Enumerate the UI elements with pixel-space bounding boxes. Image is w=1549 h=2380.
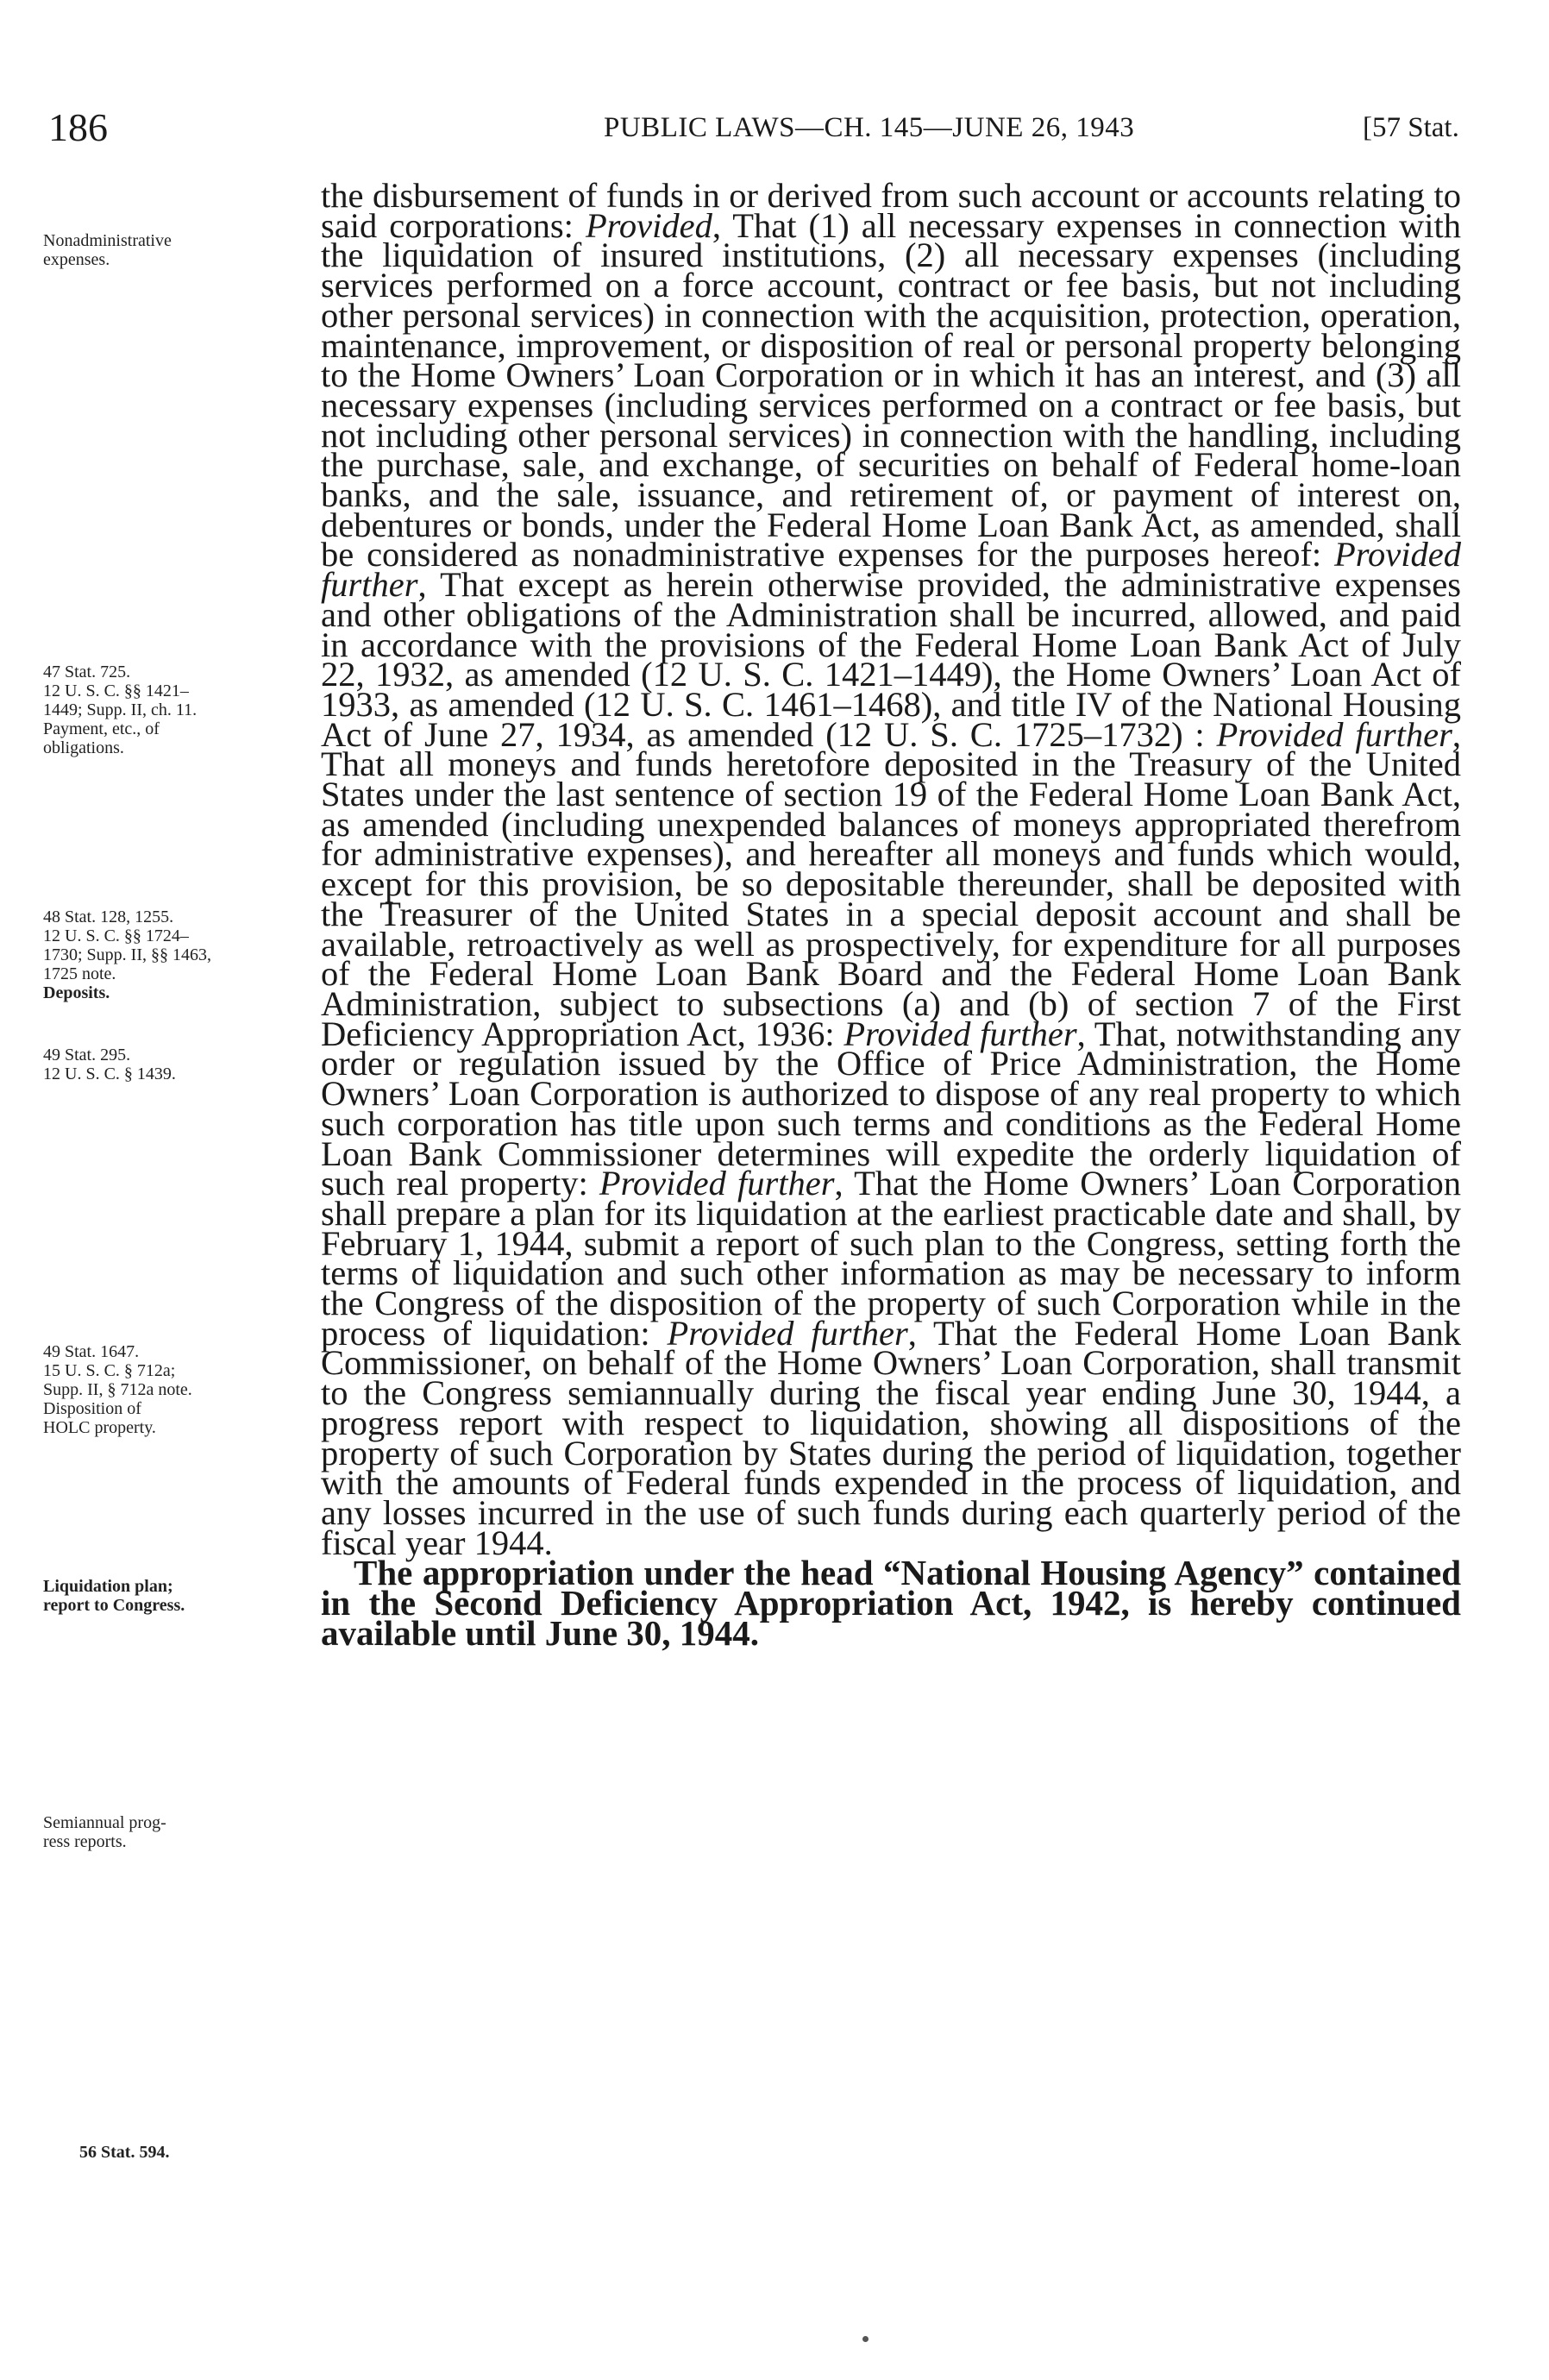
- margin-note-line: 49 Stat. 1647.: [43, 1342, 140, 1361]
- margin-note-line: expenses.: [43, 250, 110, 269]
- running-head: PUBLIC LAWS—CH. 145—JUNE 26, 1943: [604, 112, 1135, 143]
- text-run: , That the Federal Home Loan Bank Commissioner, on behalf of the Home Owners’ Loan Corporation, shall transmit to the Congress semiannually during the fiscal year ending June 30, 1944, a progress report with respect to liquidation, showing all dispositions of the property of such Corporation by States during the period of liquidation, together with the amounts of Federal funds expended in the process of liquidation, and any losses incurred in the use of such funds during each quarterly period of the fiscal year 1944.: [321, 1313, 1462, 1562]
- proviso-italic: Provided further: [843, 1014, 1077, 1053]
- statute-reference: [57 Stat.: [1363, 112, 1459, 143]
- text-run: the disbursement of funds in or derived from such account or accounts relating to said corporations:: [321, 176, 1461, 245]
- margin-note-line: 12 U. S. C. §§ 1421–: [43, 681, 189, 700]
- text-run: , That all moneys and funds heretofore deposited in the Treasury of the United States under the last sentence of section 19 of the Federal Home Loan Bank Act, as amended (including unexpended balances of moneys appropriated therefrom for administrative expenses), and hereafter all moneys and funds which would, except for this provision, be so depositable thereunder, shall be deposited with the Treasurer of the United States in a special deposit account and shall be available, retroactively as well as prospectively, for expenditure for all purposes of the Federal Home Loan Bank Board and the Federal Home Loan Bank Administration, subject to subsections (a) and (b) of section 7 of the First Deficiency Appropriation Act, 1936:: [321, 714, 1461, 1053]
- margin-note-line: 15 U. S. C. § 712a;: [43, 1361, 176, 1380]
- margin-note-deposits: [43, 907, 293, 1002]
- margin-note-line: report to Congress.: [43, 1596, 185, 1615]
- margin-note-line: 56 Stat. 594.: [79, 2143, 170, 2162]
- statute-body: [321, 176, 1462, 1653]
- margin-note-line: Semiannual prog-: [43, 1813, 166, 1832]
- margin-note-line: Nonadministrative: [43, 231, 172, 250]
- margin-note-line: Disposition of: [43, 1399, 141, 1418]
- margin-note-line: 47 Stat. 725.: [43, 663, 131, 681]
- margin-note-line: Payment, etc., of: [43, 719, 160, 738]
- margin-note-line: obligations.: [43, 738, 124, 757]
- margin-note-section-1439: [43, 1046, 293, 1083]
- margin-note-line: 12 U. S. C. § 1439.: [43, 1064, 176, 1083]
- margin-note-line: 1730; Supp. II, §§ 1463,: [43, 945, 211, 964]
- body-paragraph-provisos: [321, 176, 1462, 1562]
- margin-note-line: HOLC property.: [43, 1418, 156, 1437]
- margin-note-line: Liquidation plan;: [43, 1577, 173, 1596]
- margin-note-line: 49 Stat. 295.: [43, 1046, 131, 1064]
- margin-note-progress-reports: [43, 1813, 293, 1851]
- page-header: [0, 102, 1549, 154]
- margin-note-nonadministrative-expenses: [43, 231, 293, 269]
- body-paragraph-appropriation: The appropriation under the head “National Housing Agency” contained in the Second Deficiency Appropriation Act, 1942, is hereby continued available until June 30, 1944.: [321, 1553, 1461, 1653]
- proviso-italic: Provided further: [1216, 714, 1452, 754]
- text-run: , That (1) all necessary expenses in connection with the liquidation of insured institutions, (2) all necessary expenses (including services performed on a force account, contract or fee basis, but not including other personal services) in connection with the acquisition, protection, operation, maintenance, improvement, or disposition of real or personal property belonging to the Home Owners’ Loan Corporation or in which it has an interest, and (3) all necessary expenses (including services performed on a contract or fee basis, but not including other personal services) in connection with the handling, including the purchase, sale, and exchange, of securities on behalf of Federal home-loan banks, and the sale, issuance, and retirement of, or payment of interest on, debentures or bonds, under the Federal Home Loan Bank Act, as amended, shall be considered as nonadministrative expenses for the purposes hereof:: [321, 205, 1461, 575]
- proviso-italic: Provided: [585, 205, 712, 245]
- proviso-italic: Provided further: [321, 535, 1461, 605]
- margin-note-liquidation-plan: [43, 1577, 293, 1615]
- margin-note-line: 12 U. S. C. §§ 1724–: [43, 926, 189, 945]
- margin-note-line: ress reports.: [43, 1832, 127, 1851]
- margin-note-line: 1725 note.: [43, 964, 116, 983]
- proviso-italic: Provided further: [599, 1164, 835, 1203]
- page-mark: [862, 2336, 869, 2342]
- margin-note-56-stat: [79, 2143, 329, 2162]
- page-number: 186: [48, 105, 108, 149]
- margin-note-holc-property: [43, 1342, 293, 1437]
- text-run: , That the Home Owners’ Loan Corporation shall prepare a plan for its liquidation at the earliest practicable date and shall, by February 1, 1944, submit a report of such plan to the Congress, setting forth the terms of liquidation and such other information as may be necessary to inform the Congress of the disposition of the property of such Corporation while in the process of liquidation:: [321, 1164, 1461, 1353]
- proviso-italic: Provided further: [667, 1313, 908, 1353]
- margin-note-line: Supp. II, § 712a note.: [43, 1380, 192, 1399]
- margin-note-line: 48 Stat. 128, 1255.: [43, 907, 174, 926]
- text-run: , That, notwithstanding any order or regulation issued by the Office of Price Administration, the Home Owners’ Loan Corporation is authorized to dispose of any real property to which such corporation has title upon such terms and conditions as the Federal Home Loan Bank Commissioner determines will expedite the orderly liquidation of such real property:: [321, 1014, 1461, 1203]
- margin-note-line: Deposits.: [43, 983, 110, 1002]
- margin-note-line: 1449; Supp. II, ch. 11.: [43, 700, 198, 719]
- margin-note-obligations: [43, 663, 293, 757]
- text-run: , That except as herein otherwise provided, the administrative expenses and other obligations of the Administration shall be incurred, allowed, and paid in accordance with the provisions of the Federal Home Loan Bank Act of July 22, 1932, as amended (12 U. S. C. 1421–1449), the Home Owners’ Loan Act of 1933, as amended (12 U. S. C. 1461–1468), and title IV of the National Housing Act of June 27, 1934, as amended (12 U. S. C. 1725–1732) :: [321, 565, 1461, 754]
